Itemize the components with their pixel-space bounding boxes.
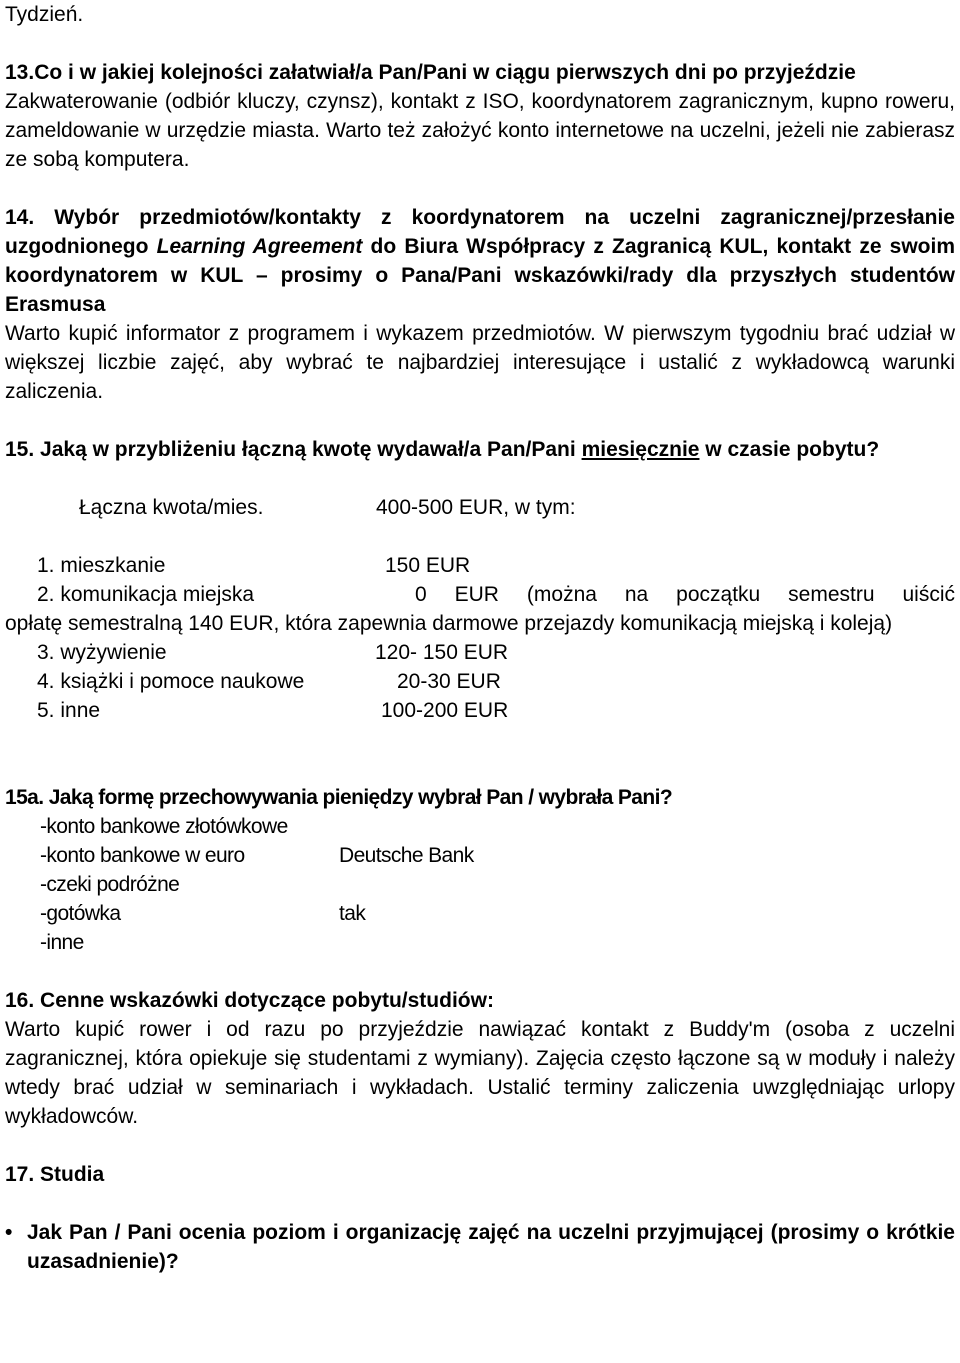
expense-row <box>5 580 955 609</box>
expense-row <box>5 667 955 696</box>
question-15-heading-part1: 15. Jaką w przybliżeniu łączną kwotę wydawał/a Pan/Pani <box>5 438 582 461</box>
question-14-heading <box>5 203 955 319</box>
expense-row <box>5 696 955 725</box>
money-option-value: tak <box>339 902 366 925</box>
question-15 <box>5 435 955 725</box>
money-option-label: -konto bankowe w euro <box>40 844 245 867</box>
expense-row-continuation: opłatę semestralną 140 EUR, która zapewnia darmowe przejazdy komunikacją miejską i koleją) <box>5 612 893 635</box>
expense-value: 0 EUR (można na początku semestru uiścić <box>415 583 955 606</box>
money-option-value: Deutsche Bank <box>339 844 474 867</box>
money-option-label: -inne <box>40 931 84 954</box>
question-17-bullet-text: Jak Pan / Pani ocenia poziom i organizację zajęć na uczelni przyjmującej (prosimy o krótkie uzasadnienie)? <box>27 1221 955 1273</box>
expense-label: 2. komunikacja miejska <box>37 583 255 606</box>
question-16-heading: 16. Cenne wskazówki dotyczące pobytu/studiów: <box>5 989 494 1012</box>
question-14-heading-italic: Learning Agreement <box>156 235 363 258</box>
question-13-heading: 13.Co i w jakiej kolejności załatwiał/a Pan/Pani w ciągu pierwszych dni po przyjeździe <box>5 61 856 84</box>
question-14 <box>5 203 955 406</box>
question-15-heading-underlined: miesięcznie <box>581 438 700 461</box>
money-option-row <box>5 812 955 841</box>
money-option-label: -konto bankowe złotówkowe <box>40 815 288 838</box>
expense-row <box>5 638 955 667</box>
money-option-label: -gotówka <box>40 902 121 925</box>
top-fragment: Tydzień. <box>5 3 84 26</box>
question-13 <box>5 58 955 174</box>
expense-value: 120- 150 EUR <box>375 641 509 664</box>
question-15-heading <box>5 435 955 464</box>
expense-label: 5. inne <box>37 699 101 722</box>
question-14-answer: Warto kupić informator z programem i wykazem przedmiotów. W pierwszym tygodniu brać udział w większej liczbie zajęć, aby wybrać te najbardziej interesujące i ustalić z wykładowcą warunki zaliczenia. <box>5 322 955 403</box>
money-option-label: -czeki podróżne <box>40 873 180 896</box>
question-13-answer: Zakwaterowanie (odbiór kluczy, czynsz), kontakt z ISO, koordynatorem zagranicznym, kupno roweru, zameldowanie w urzędzie miasta. Warto też założyć konto internetowe na uczelni, jeżeli nie zabierasz ze sobą komputera. <box>5 90 955 171</box>
question-14-heading-part2: do Biura Współpracy z Zagranicą KUL, kontakt ze swoim koordynatorem w KUL – prosimy o Pana/Pani wskazówki/rady dla przyszłych studentów Erasmusa <box>5 235 956 316</box>
expense-total-value: 400-500 EUR, w tym: <box>376 496 576 519</box>
expense-label: 1. mieszkanie <box>37 554 166 577</box>
expense-value: 20-30 EUR <box>397 670 501 693</box>
question-15a-heading: 15a. Jaką formę przechowywania pieniędzy wybrał Pan / wybrała Pani? <box>5 786 673 809</box>
money-option-row <box>5 899 955 928</box>
question-17-bullet <box>5 1218 955 1276</box>
expense-label: 3. wyżywienie <box>37 641 167 664</box>
money-option-row <box>5 928 955 957</box>
expense-row <box>5 551 955 580</box>
question-17 <box>5 1160 955 1276</box>
question-16 <box>5 986 955 1131</box>
expense-label: 4. książki i pomoce naukowe <box>37 670 305 693</box>
money-option-row <box>5 870 955 899</box>
question-15a <box>5 783 955 957</box>
bullet-icon: • <box>5 1221 13 1244</box>
document-page <box>5 0 955 1276</box>
question-14-heading-part1: 14. Wybór przedmiotów/kontakty z koordynatorem na uczelni zagranicznej/przesłanie uzgodnionego <box>5 206 955 258</box>
expense-value: 100-200 EUR <box>381 699 509 722</box>
question-16-answer: Warto kupić rower i od razu po przyjeździe nawiązać kontakt z Buddy'm (osoba z uczelni zagranicznej, która opiekuje się studentami z wymiany). Zajęcia często łączone są w moduły i należy wtedy brać udział w seminariach i wykładach. Ustalić terminy zaliczenia uwzględniając urlopy wykładowców. <box>5 1018 955 1128</box>
question-17-heading: 17. Studia <box>5 1163 105 1186</box>
money-option-row <box>5 841 955 870</box>
expense-value: 150 EUR <box>385 554 471 577</box>
expense-total-row <box>5 493 955 522</box>
question-15-heading-part2: w czasie pobytu? <box>699 438 880 461</box>
expense-total-label: Łączna kwota/mies. <box>79 496 264 519</box>
